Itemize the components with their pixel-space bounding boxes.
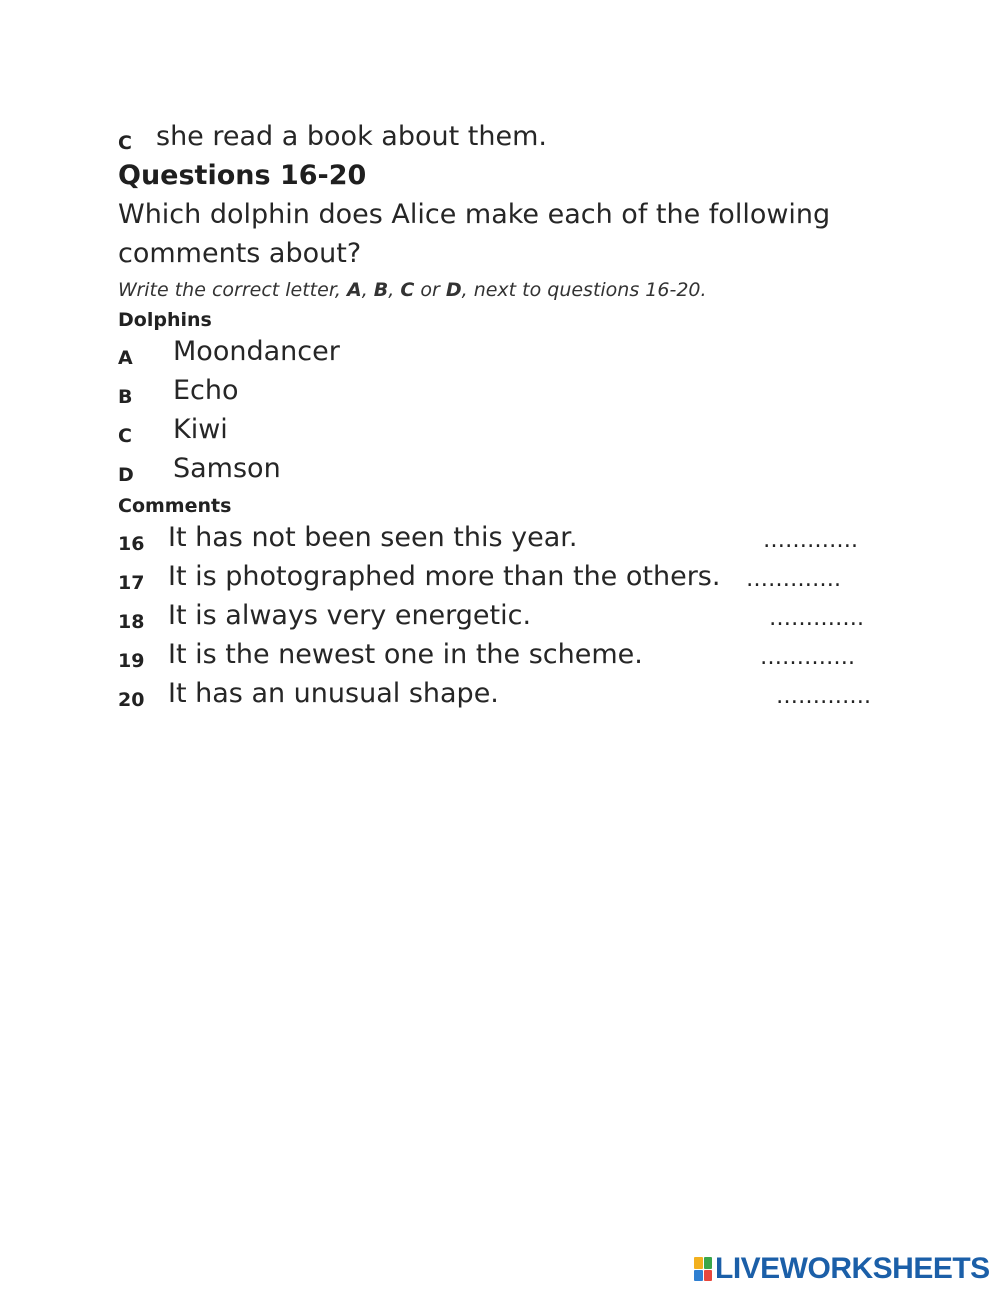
comment-number: 17 [118,572,145,594]
option-text: she read a book about them. [156,121,547,152]
dolphin-letter: A [118,347,133,369]
answer-blank[interactable]: …………. [746,567,841,592]
answer-blank[interactable]: …………. [769,606,864,631]
comment-text: It has an unusual shape. [168,678,499,709]
dolphins-label: Dolphins [118,309,212,331]
comment-number: 16 [118,533,145,555]
logo-square [694,1270,703,1282]
dolphin-name: Kiwi [173,414,228,445]
comment-number: 19 [118,650,145,672]
comment-number: 20 [118,689,145,711]
question-line-2: comments about? [118,238,362,269]
answer-blank[interactable]: …………. [763,528,858,553]
logo-icon [694,1257,712,1281]
comment-text: It is photographed more than the others. [168,561,721,592]
answer-blank[interactable]: …………. [776,684,871,709]
comments-label: Comments [118,495,232,517]
dolphin-letter: C [118,425,132,447]
dolphin-name: Echo [173,375,239,406]
option-letter: C [118,132,132,154]
section-heading: Questions 16-20 [118,160,367,191]
logo-square [704,1270,713,1282]
liveworksheets-logo [694,1254,990,1284]
dolphin-name: Moondancer [173,336,340,367]
instruction: Write the correct letter, A, B, C or D, next to questions 16-20. [118,279,707,301]
logo-square [694,1257,703,1269]
logo-text: LIVEWORKSHEETS [715,1252,990,1285]
dolphin-name: Samson [173,453,281,484]
question-line-1: Which dolphin does Alice make each of the following [118,199,831,230]
dolphin-letter: B [118,386,133,408]
comment-text: It is the newest one in the scheme. [168,639,643,670]
answer-blank[interactable]: …………. [760,645,855,670]
comment-number: 18 [118,611,145,633]
comment-text: It is always very energetic. [168,600,532,631]
dolphin-letter: D [118,464,134,486]
comment-text: It has not been seen this year. [168,522,578,553]
logo-square [704,1257,713,1269]
